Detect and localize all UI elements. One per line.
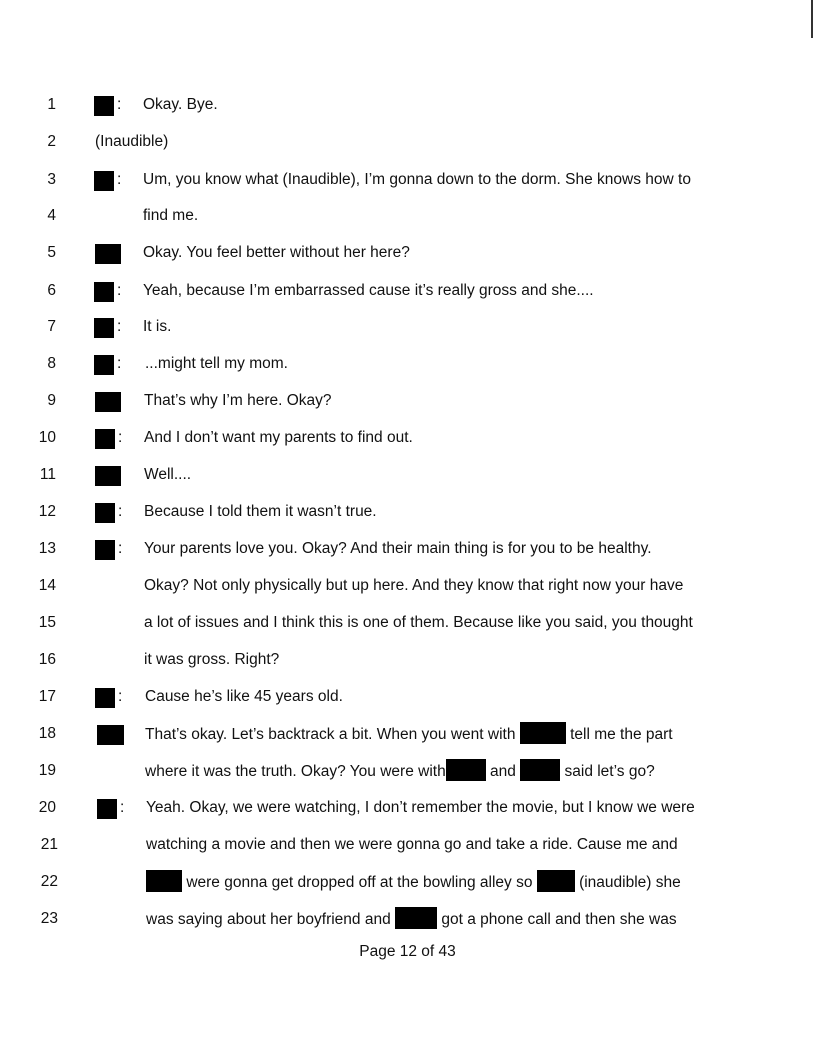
line-text: watching a movie and then we were gonna go and take a ride. Cause me and bbox=[146, 836, 678, 853]
line-number: 10 bbox=[38, 429, 56, 446]
line-number: 2 bbox=[47, 133, 56, 150]
line-text-part: said let’s go? bbox=[564, 763, 655, 780]
line-number: 18 bbox=[38, 725, 56, 742]
transcript-line bbox=[0, 796, 815, 820]
line-text: Okay. Bye. bbox=[143, 96, 218, 113]
line-number: 14 bbox=[38, 577, 56, 594]
line-text: Well.... bbox=[144, 466, 192, 483]
transcript-line bbox=[0, 463, 815, 487]
line-text: it was gross. Right? bbox=[144, 651, 280, 668]
line-text-part: where it was the truth. Okay? You were with bbox=[145, 763, 446, 780]
line-number: 3 bbox=[47, 171, 56, 188]
redacted-speaker bbox=[94, 355, 114, 375]
redacted-speaker bbox=[95, 688, 115, 708]
redacted-name bbox=[520, 722, 566, 744]
redacted-speaker bbox=[95, 466, 121, 486]
line-number: 8 bbox=[47, 355, 56, 372]
line-number: 11 bbox=[39, 466, 56, 483]
line-number: 19 bbox=[38, 762, 56, 779]
page-number-footer: Page 12 of 43 bbox=[359, 943, 456, 960]
line-text: ...might tell my mom. bbox=[145, 355, 288, 372]
redacted-speaker bbox=[95, 503, 115, 523]
page-edge-mark bbox=[811, 0, 813, 38]
line-text-part: That’s okay. Let’s backtrack a bit. When you went with bbox=[145, 726, 516, 743]
line-text: That’s why I’m here. Okay? bbox=[144, 392, 332, 409]
transcript-line bbox=[0, 130, 815, 154]
speaker-colon: : bbox=[117, 355, 122, 372]
line-number: 17 bbox=[38, 688, 56, 705]
speaker-colon: : bbox=[118, 540, 123, 557]
transcript-line bbox=[0, 759, 815, 783]
line-text: (Inaudible) bbox=[95, 133, 169, 150]
redacted-speaker bbox=[97, 799, 117, 819]
redacted-speaker bbox=[94, 96, 114, 116]
transcript-line bbox=[0, 93, 815, 117]
redacted-speaker bbox=[95, 244, 121, 264]
line-text: Your parents love you. Okay? And their main thing is for you to be healthy. bbox=[144, 540, 652, 557]
line-text bbox=[146, 907, 677, 932]
line-text-part: was saying about her boyfriend and bbox=[146, 911, 391, 928]
redacted-name bbox=[520, 759, 560, 781]
line-text: Because I told them it wasn’t true. bbox=[144, 503, 377, 520]
line-text: find me. bbox=[143, 207, 199, 224]
line-text bbox=[146, 870, 681, 895]
transcript-line bbox=[0, 500, 815, 524]
line-text: Cause he’s like 45 years old. bbox=[145, 688, 343, 705]
line-number: 9 bbox=[47, 392, 56, 409]
line-text: Okay? Not only physically but up here. And they know that right now your have bbox=[144, 577, 684, 594]
line-number: 15 bbox=[38, 614, 56, 631]
line-text-part: were gonna get dropped off at the bowling alley so bbox=[186, 874, 533, 891]
line-text-part: (inaudible) she bbox=[579, 874, 681, 891]
transcript-line bbox=[0, 685, 815, 709]
redacted-name bbox=[146, 870, 182, 892]
transcript-line bbox=[0, 574, 815, 598]
line-number: 7 bbox=[47, 318, 56, 335]
speaker-colon: : bbox=[117, 318, 122, 335]
line-text: It is. bbox=[143, 318, 172, 335]
redacted-speaker bbox=[95, 392, 121, 412]
redacted-name bbox=[395, 907, 437, 929]
line-number: 6 bbox=[47, 282, 56, 299]
transcript-line bbox=[0, 537, 815, 561]
transcript-line bbox=[0, 352, 815, 376]
line-text bbox=[145, 759, 655, 784]
line-text: a lot of issues and I think this is one of them. Because like you said, you thought bbox=[144, 614, 693, 631]
redacted-speaker bbox=[94, 282, 114, 302]
line-text: Okay. You feel better without her here? bbox=[143, 244, 410, 261]
redacted-speaker bbox=[95, 429, 115, 449]
transcript-line bbox=[0, 241, 815, 265]
transcript-line bbox=[0, 722, 815, 746]
speaker-colon: : bbox=[117, 282, 122, 299]
speaker-colon: : bbox=[118, 688, 123, 705]
line-text-part: tell me the part bbox=[570, 726, 673, 743]
line-number: 1 bbox=[47, 96, 56, 113]
redacted-name bbox=[446, 759, 486, 781]
transcript-line bbox=[0, 648, 815, 672]
line-number: 22 bbox=[40, 873, 58, 890]
line-text: Um, you know what (Inaudible), I’m gonna down to the dorm. She knows how to bbox=[143, 171, 691, 188]
speaker-colon: : bbox=[118, 503, 123, 520]
transcript-line bbox=[0, 315, 815, 339]
line-number: 5 bbox=[47, 244, 56, 261]
line-number: 12 bbox=[38, 503, 56, 520]
transcript-line bbox=[0, 389, 815, 413]
transcript-line bbox=[0, 833, 815, 857]
transcript-line bbox=[0, 426, 815, 450]
speaker-colon: : bbox=[118, 429, 123, 446]
transcript-line bbox=[0, 611, 815, 635]
line-number: 21 bbox=[40, 836, 58, 853]
redacted-speaker bbox=[94, 171, 114, 191]
line-number: 23 bbox=[40, 910, 58, 927]
speaker-colon: : bbox=[117, 171, 122, 188]
line-text: And I don’t want my parents to find out. bbox=[144, 429, 413, 446]
transcript-line bbox=[0, 204, 815, 228]
redacted-name bbox=[537, 870, 575, 892]
line-text bbox=[145, 722, 673, 747]
line-number: 16 bbox=[38, 651, 56, 668]
line-text: Yeah. Okay, we were watching, I don’t remember the movie, but I know we were bbox=[146, 799, 695, 816]
line-number: 13 bbox=[38, 540, 56, 557]
line-number: 20 bbox=[38, 799, 56, 816]
line-number: 4 bbox=[47, 207, 56, 224]
transcript-line bbox=[0, 279, 815, 303]
transcript-line bbox=[0, 907, 815, 931]
redacted-speaker bbox=[94, 318, 114, 338]
line-text: Yeah, because I’m embarrassed cause it’s really gross and she.... bbox=[143, 282, 594, 299]
transcript-line bbox=[0, 870, 815, 894]
line-text-part: got a phone call and then she was bbox=[441, 911, 677, 928]
speaker-colon: : bbox=[120, 799, 125, 816]
speaker-colon: : bbox=[117, 96, 122, 113]
transcript-line bbox=[0, 168, 815, 192]
redacted-speaker bbox=[95, 540, 115, 560]
line-text-part: and bbox=[490, 763, 516, 780]
redacted-speaker bbox=[97, 725, 124, 745]
